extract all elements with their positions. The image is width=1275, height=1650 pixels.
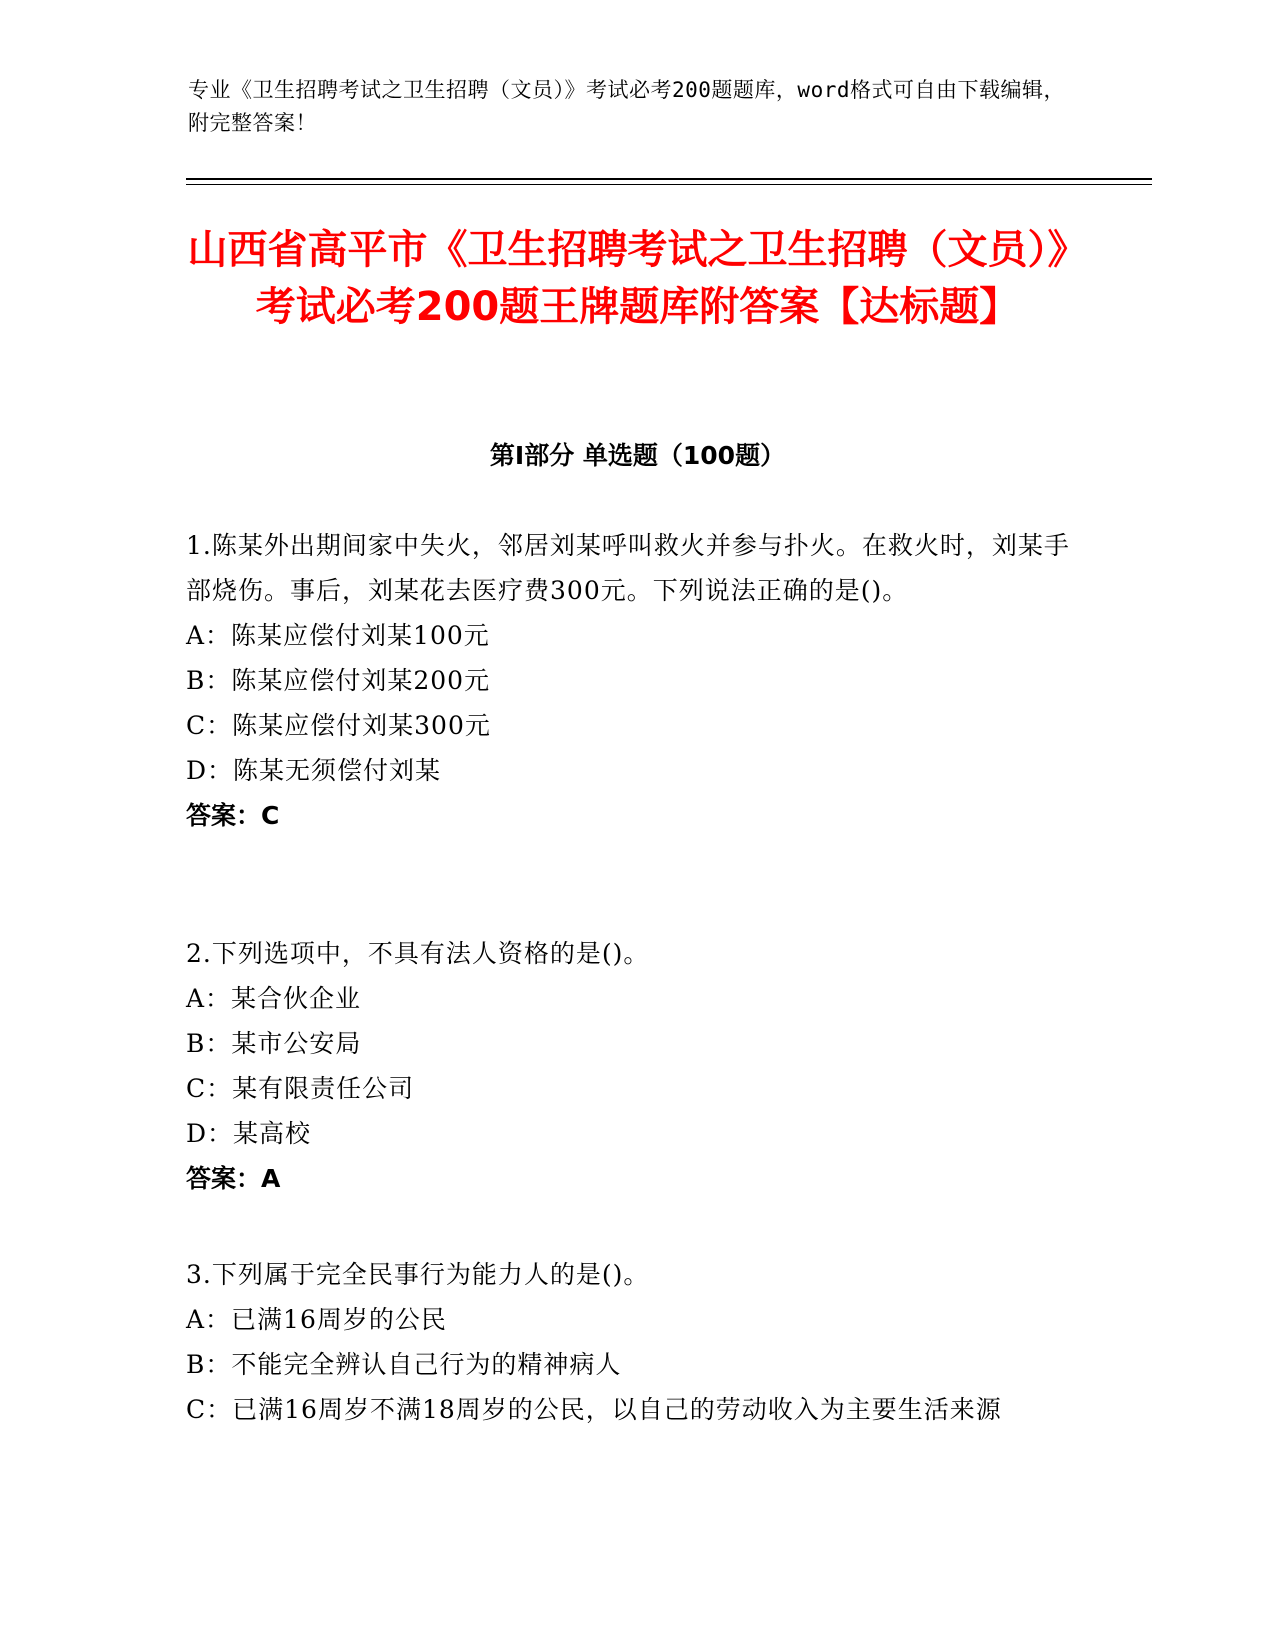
question-2 xyxy=(186,931,1086,1202)
header-rule-thin xyxy=(186,184,1152,185)
option-d: D：某高校 xyxy=(186,1119,312,1148)
option-c: C：陈某应偿付刘某300元 xyxy=(186,711,491,740)
document-title: 山西省高平市《卫生招聘考试之卫生招聘（文员）》考试必考200题王牌题库附答案【达标题】 xyxy=(187,227,1088,330)
question-stem: 3.下列属于完全民事行为能力人的是()。 xyxy=(186,1260,650,1289)
question-stem: 1.陈某外出期间家中失火，邻居刘某呼叫救火并参与扑火。在救火时，刘某手部烧伤。事后，刘某花去医疗费300元。下列说法正确的是()。 xyxy=(186,531,1070,605)
question-1 xyxy=(186,523,1086,839)
option-b: B：不能完全辨认自己行为的精神病人 xyxy=(186,1350,622,1379)
option-b: B：陈某应偿付刘某200元 xyxy=(186,666,491,695)
option-d: D：陈某无须偿付刘某 xyxy=(186,756,442,785)
option-c: C：已满16周岁不满18周岁的公民，以自己的劳动收入为主要生活来源 xyxy=(186,1395,1002,1424)
answer-line: 答案：C xyxy=(186,801,280,830)
option-b: B：某市公安局 xyxy=(186,1029,362,1058)
question-stem: 2.下列选项中，不具有法人资格的是()。 xyxy=(186,939,650,968)
option-a: A：某合伙企业 xyxy=(186,984,362,1013)
answer-line: 答案：A xyxy=(186,1164,281,1193)
option-a: A：已满16周岁的公民 xyxy=(186,1305,447,1334)
section-heading: 第I部分 单选题（100题） xyxy=(489,441,786,470)
option-a: A：陈某应偿付刘某100元 xyxy=(186,621,490,650)
question-3 xyxy=(186,1252,1086,1432)
header-rule-thick xyxy=(186,178,1152,180)
option-c: C：某有限责任公司 xyxy=(186,1074,415,1103)
header-note: 专业《卫生招聘考试之卫生招聘（文员）》考试必考200题题库，word格式可自由下载编辑，附完整答案！ xyxy=(188,78,1065,135)
